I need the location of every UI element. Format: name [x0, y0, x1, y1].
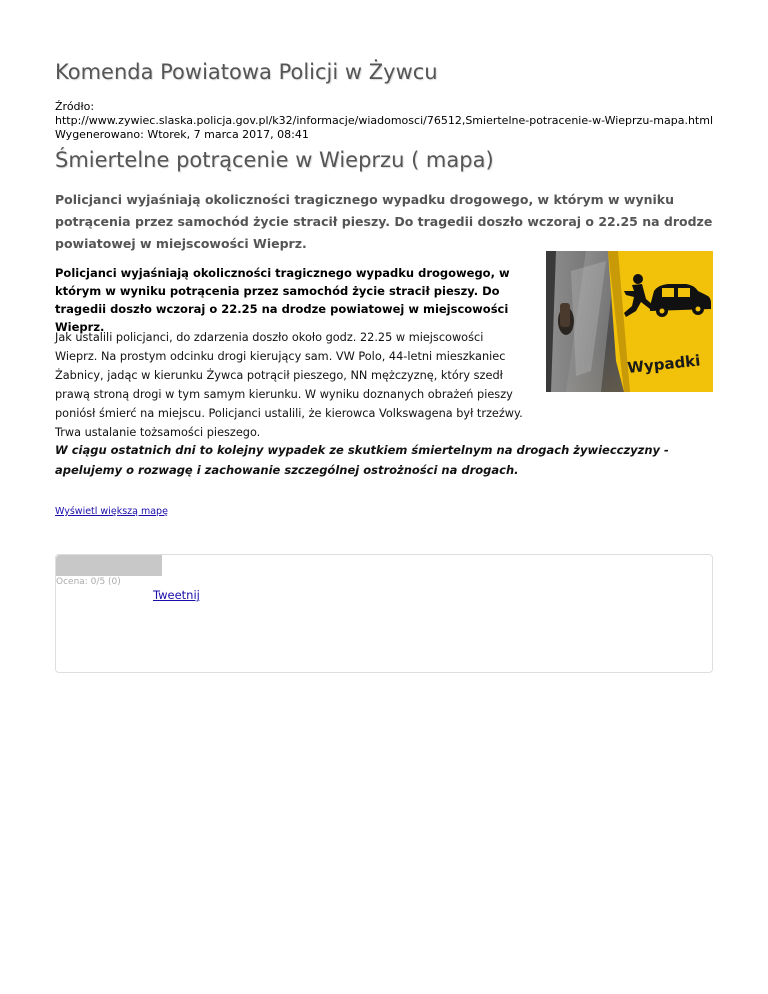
generated-date: Wygenerowano: Wtorek, 7 marca 2017, 08:41	[55, 128, 309, 141]
larger-map-link[interactable]: Wyświetl większą mapę	[55, 506, 168, 517]
article-lead: Policjanci wyjaśniają okoliczności tragicznego wypadku drogowego, w którym w wyniku potrącenia przez samochód życie stracił pieszy. Do tragedii doszło wczoraj o 22.25 na drodze powiatowej w miejscowości Wieprz.	[55, 192, 713, 251]
sign-text: Wypadki	[626, 351, 702, 378]
rating-stars-bar[interactable]	[56, 555, 162, 576]
article-title: Śmiertelne potrącenie w Wieprzu ( mapa)	[55, 148, 494, 172]
article-appeal: W ciągu ostatnich dni to kolejny wypadek ze skutkiem śmiertelnym na drogach żywiecczyzny - apelujemy o rozwagę i zachowanie szczególnej ostrożności na drogach.	[55, 443, 669, 477]
rating-panel	[55, 554, 713, 673]
article-intro: Policjanci wyjaśniają okoliczności tragicznego wypadku drogowego, w którym w wyniku potrącenia przez samochód życie stracił pieszy. Do tragedii doszło wczoraj o 22.25 na drodze powiatowej w miejscowości Wieprz.	[55, 266, 510, 334]
site-title: Komenda Powiatowa Policji w Żywcu	[55, 60, 438, 84]
accident-sign-image	[546, 251, 713, 392]
article-body: Jak ustalili policjanci, do zdarzenia doszło około godz. 22.25 w miejscowości Wieprz. Na prostym odcinku drogi kierujący sam. VW Polo, 44-letni mieszkaniec Żabnicy, jadąc w kierunku Żywca potrącił pieszego, NN mężczyznę, który szedł prawą stroną drogi w tym samym kierunku. W wyniku doznanych obrażeń pieszy poniósł śmierć na miejscu. Policjanci ustalili, że kierowca Volkswagena był trzeźwy. Trwa ustalanie tożsamości pieszego.	[55, 331, 523, 439]
rating-label: Ocena: 0/5 (0)	[56, 577, 121, 587]
source-meta	[55, 100, 713, 142]
source-url: http://www.zywiec.slaska.policja.gov.pl/k32/informacje/wiadomosci/76512,Smiertelne-potracenie-w-Wieprzu-mapa.html	[55, 114, 714, 127]
accident-sign-photo	[546, 251, 713, 392]
tweet-link[interactable]: Tweetnij	[153, 588, 200, 602]
source-label: Źródło:	[55, 100, 95, 113]
